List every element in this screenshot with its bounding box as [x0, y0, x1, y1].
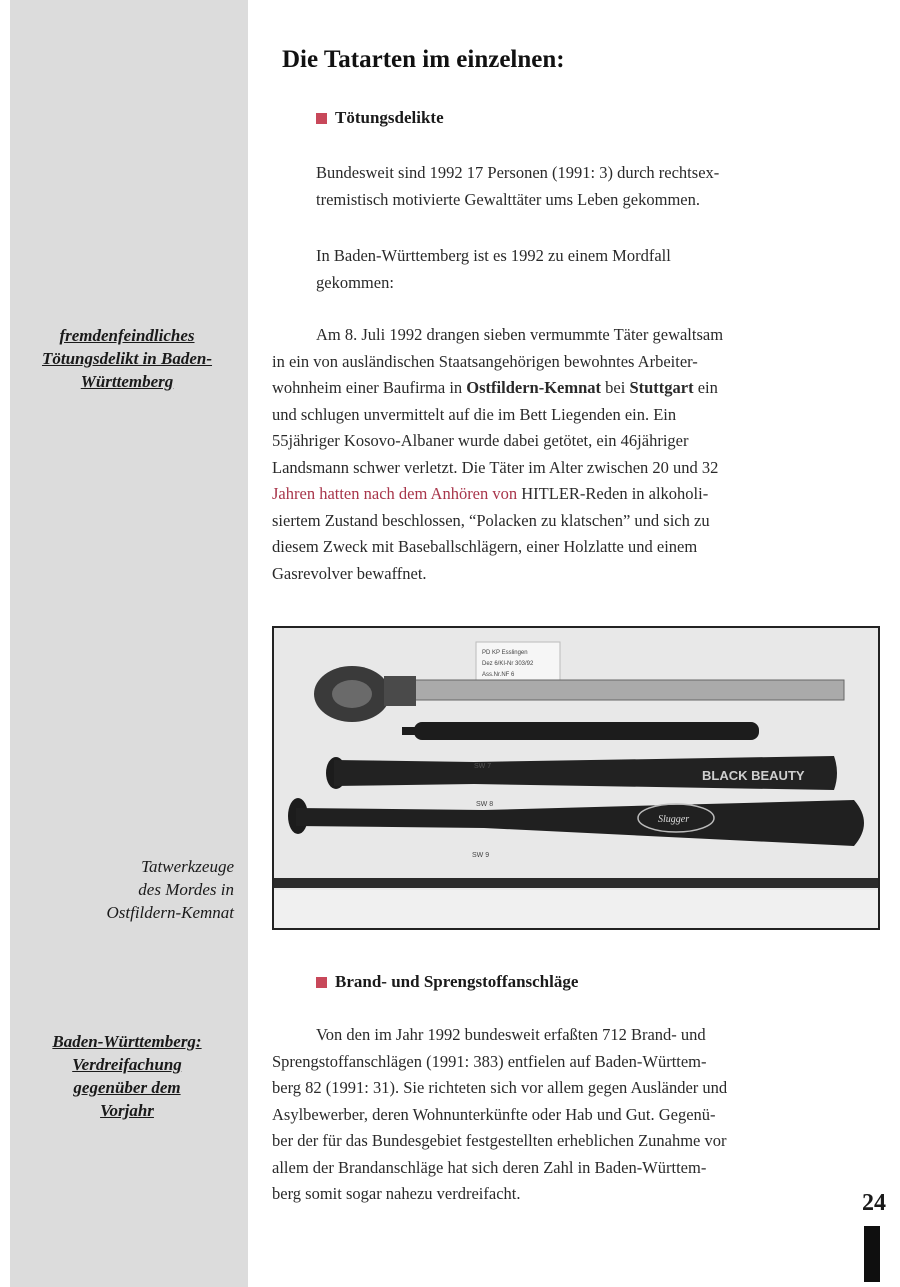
text-line: in ein von ausländischen Staatsangehörigen bewohntes Arbeiter-	[272, 351, 698, 371]
text-line: Am 8. Juli 1992 drangen sieben vermummte Täter gewaltsam	[316, 325, 724, 344]
text-line: 55jähriger Kosovo-Albaner wurde dabei getötet, ein 46jähriger	[272, 431, 689, 450]
evidence-tag-sw7: SW 7	[474, 763, 492, 770]
text-run: HITLER-Reden in alkoholi-	[521, 484, 709, 503]
text-line: diesem Zweck mit Baseballschlägern, einer Holzlatte und einem	[272, 537, 698, 556]
margin-note-line: Württemberg	[80, 372, 174, 391]
bullet-square-icon	[316, 113, 327, 124]
gas-revolver-tip	[402, 727, 418, 735]
label-line: Dez 6/KI-Nr 303/92	[482, 661, 534, 667]
margin-note-line: Baden-Württemberg:	[52, 1032, 202, 1051]
evidence-photo-drawing	[274, 628, 878, 928]
text-line: gekommen:	[316, 272, 394, 292]
paragraph-national	[316, 160, 719, 213]
text-line: Sprengstoffanschlägen (1991: 383) entfielen auf Baden-Württem-	[272, 1051, 707, 1071]
margin-note-line: gegenüber dem	[73, 1078, 181, 1097]
evidence-tag-sw9: SW 9	[472, 852, 490, 859]
text-line: berg 82 (1991: 31). Sie richteten sich vor allem gegen Ausländer und	[272, 1078, 728, 1097]
page-number: 24	[862, 1190, 886, 1216]
evidence-photo	[272, 626, 880, 930]
bat-brand-text: BLACK BEAUTY	[702, 768, 805, 783]
text-line: Bundesweit sind 1992 17 Personen (1991: 3) durch rechtsex-	[316, 163, 720, 182]
text-line: allem der Brandanschläge hat sich deren Zahl in Baden-Württem-	[272, 1157, 707, 1177]
label-line: PD KP Esslingen	[482, 650, 528, 656]
text-run: bei	[601, 378, 630, 397]
text-line: Asylbewerber, deren Wohnunterkünfte oder Hab und Gut. Gegenü-	[272, 1104, 716, 1124]
margin-note-line: fremdenfeindliches	[59, 326, 195, 345]
caption-line: des Mordes in	[138, 880, 234, 899]
slat-knob-inner	[332, 680, 372, 708]
section-heading-killings	[316, 108, 444, 128]
text-line: Gasrevolver bewaffnet.	[272, 563, 427, 583]
margin-note-arson	[20, 1030, 234, 1122]
text-line: In Baden-Württemberg ist es 1992 zu einem Mordfall	[316, 246, 671, 265]
label-line: Ass.Nr.NF 6	[482, 672, 515, 678]
text-line: berg somit sogar nahezu verdreifacht.	[272, 1184, 521, 1203]
text-line: siertem Zustand beschlossen, “Polacken zu klatschen” und sich zu	[272, 510, 710, 530]
photo-caption	[20, 855, 234, 924]
metal-rod	[274, 878, 878, 888]
text-line	[272, 375, 723, 402]
place-name: Ostfildern-Kemnat	[466, 378, 602, 397]
text-line: tremistisch motivierte Gewalttäter ums Leben gekommen.	[316, 189, 700, 209]
caption-line: Ostfildern-Kemnat	[106, 903, 234, 922]
photo-floor	[274, 890, 878, 928]
section-heading-text: Brand- und Sprengstoffanschläge	[335, 972, 579, 991]
page-title: Die Tatarten im einzelnen:	[282, 46, 565, 73]
text-line: und schlugen unvermittelt auf die im Bett Liegenden ein. Ein	[272, 404, 677, 424]
slat-collar	[384, 676, 416, 706]
paragraph-bw	[316, 243, 671, 296]
paragraph-murder-case	[272, 322, 723, 587]
page-marker-bar	[864, 1226, 880, 1282]
wooden-slat	[374, 680, 844, 700]
evidence-tag-sw8: SW 8	[476, 801, 494, 808]
text-run: ein	[693, 378, 718, 397]
text-line: ber der für das Bundesgebiet festgestellten erheblichen Zunahme vor	[272, 1131, 727, 1150]
text-line: Von den im Jahr 1992 bundesweit erfaßten 712 Brand- und	[316, 1025, 706, 1044]
place-name: Stuttgart	[629, 378, 694, 397]
section-heading-arson	[316, 972, 578, 992]
text-run: Jahren hatten nach dem Anhören von	[272, 484, 522, 503]
bullet-square-icon	[316, 977, 327, 988]
caption-line: Tatwerkzeuge	[141, 857, 234, 876]
section-heading-text: Tötungsdelikte	[335, 108, 444, 127]
bat-logo-text: Slugger	[658, 814, 690, 825]
margin-note-line: Verdreifachung	[72, 1055, 182, 1074]
margin-note-murder	[20, 324, 234, 393]
paragraph-arson	[272, 1022, 727, 1208]
gas-revolver-barrel	[414, 722, 759, 740]
text-line: Landsmann schwer verletzt. Die Täter im Alter zwischen 20 und 32	[272, 457, 719, 477]
text-run: wohnheim einer Baufirma in	[272, 378, 467, 397]
margin-note-line: Vorjahr	[100, 1101, 154, 1120]
margin-note-line: Tötungsdelikt in Baden-	[41, 349, 213, 368]
text-line	[272, 481, 723, 508]
